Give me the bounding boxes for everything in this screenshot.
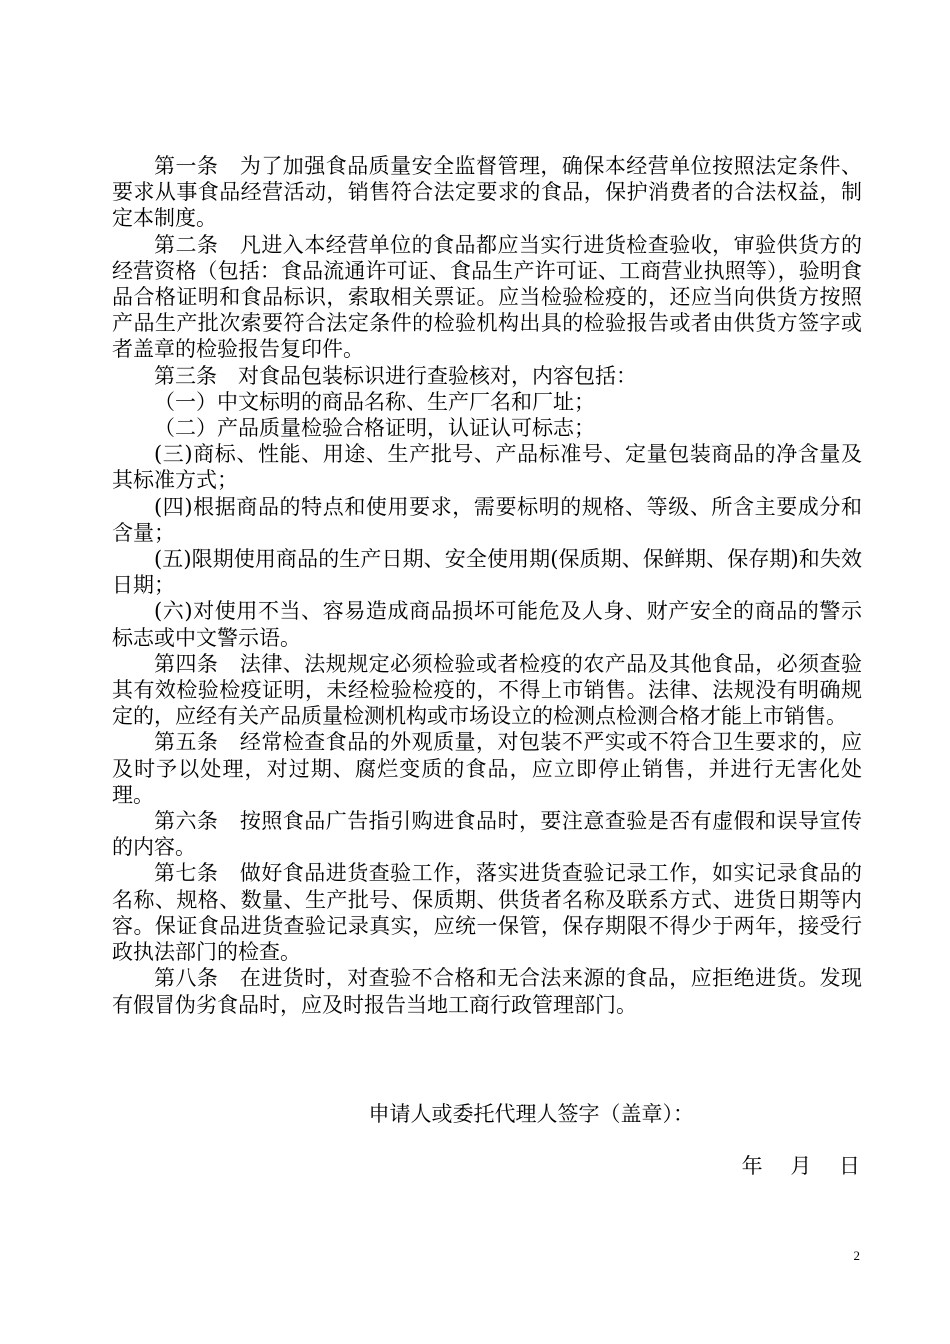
article-2: 第二条 凡进入本经营单位的食品都应当实行进货检查验收，审验供货方的经营资格（包括：食品流通许可证、食品生产许可证、工商营业执照等），验明食品合格证明和食品标识，索取相关票证。应当检验检疫的，还应当向供货方按照产品生产批次索要符合法定条件的检验机构出具的检验报告或者由供货方签字或者盖章的检验报告复印件。 [112,232,862,362]
article-3-item-1: （一）中文标明的商品名称、生产厂名和厂址； [154,389,595,414]
article-3: 第三条 对食品包装标识进行查验核对，内容包括： [154,363,637,388]
article-6: 第六条 按照食品广告指引购进食品时，要注意查验是否有虚假和误导宣传的内容。 [112,809,862,860]
signature-date: 年 月 日 [741,1154,860,1178]
article-3-item-4: (四)根据商品的特点和使用要求，需要标明的规格、等级、所含主要成分和含量； [112,494,862,545]
article-3-item-6: (六)对使用不当、容易造成商品损坏可能危及人身、财产安全的商品的警示标志或中文警示语。 [112,599,862,650]
signature-label: 申请人或委托代理人签字（盖章）： [368,1102,694,1126]
article-8: 第八条 在进货时，对查验不合格和无合法来源的食品，应拒绝进货。发现有假冒伪劣食品时，应及时报告当地工商行政管理部门。 [112,966,862,1017]
article-3-item-5: (五)限期使用商品的生产日期、安全使用期(保质期、保鲜期、保存期)和失效日期； [112,547,862,598]
article-1: 第一条 为了加强食品质量安全监督管理，确保本经营单位按照法定条件、要求从事食品经营活动，销售符合法定要求的食品，保护消费者的合法权益，制定本制度。 [112,154,862,231]
page-number: 2 [853,1248,860,1263]
article-3-item-3: (三)商标、性能、用途、生产批号、产品标准号、定量包装商品的净含量及其标准方式； [112,442,862,493]
article-4: 第四条 法律、法规规定必须检验或者检疫的农产品及其他食品，必须查验其有效检验检疫证明，未经检验检疫的，不得上市销售。法律、法规没有明确规定的，应经有关产品质量检测机构或市场设立的检测点检测合格才能上市销售。 [112,651,862,729]
document-body [112,153,862,1018]
article-5: 第五条 经常检查食品的外观质量，对包装不严实或不符合卫生要求的，应及时予以处理，对过期、腐烂变质的食品，应立即停止销售，并进行无害化处理。 [112,730,862,807]
article-7: 第七条 做好食品进货查验工作，落实进货查验记录工作，如实记录食品的名称、规格、数量、生产批号、保质期、供货者名称及联系方式、进货日期等内容。保证食品进货查验记录真实，应统一保管，保存期限不得少于两年，接受行政执法部门的检查。 [112,861,862,965]
article-3-item-2: （二）产品质量检验合格证明，认证认可标志； [154,416,595,441]
